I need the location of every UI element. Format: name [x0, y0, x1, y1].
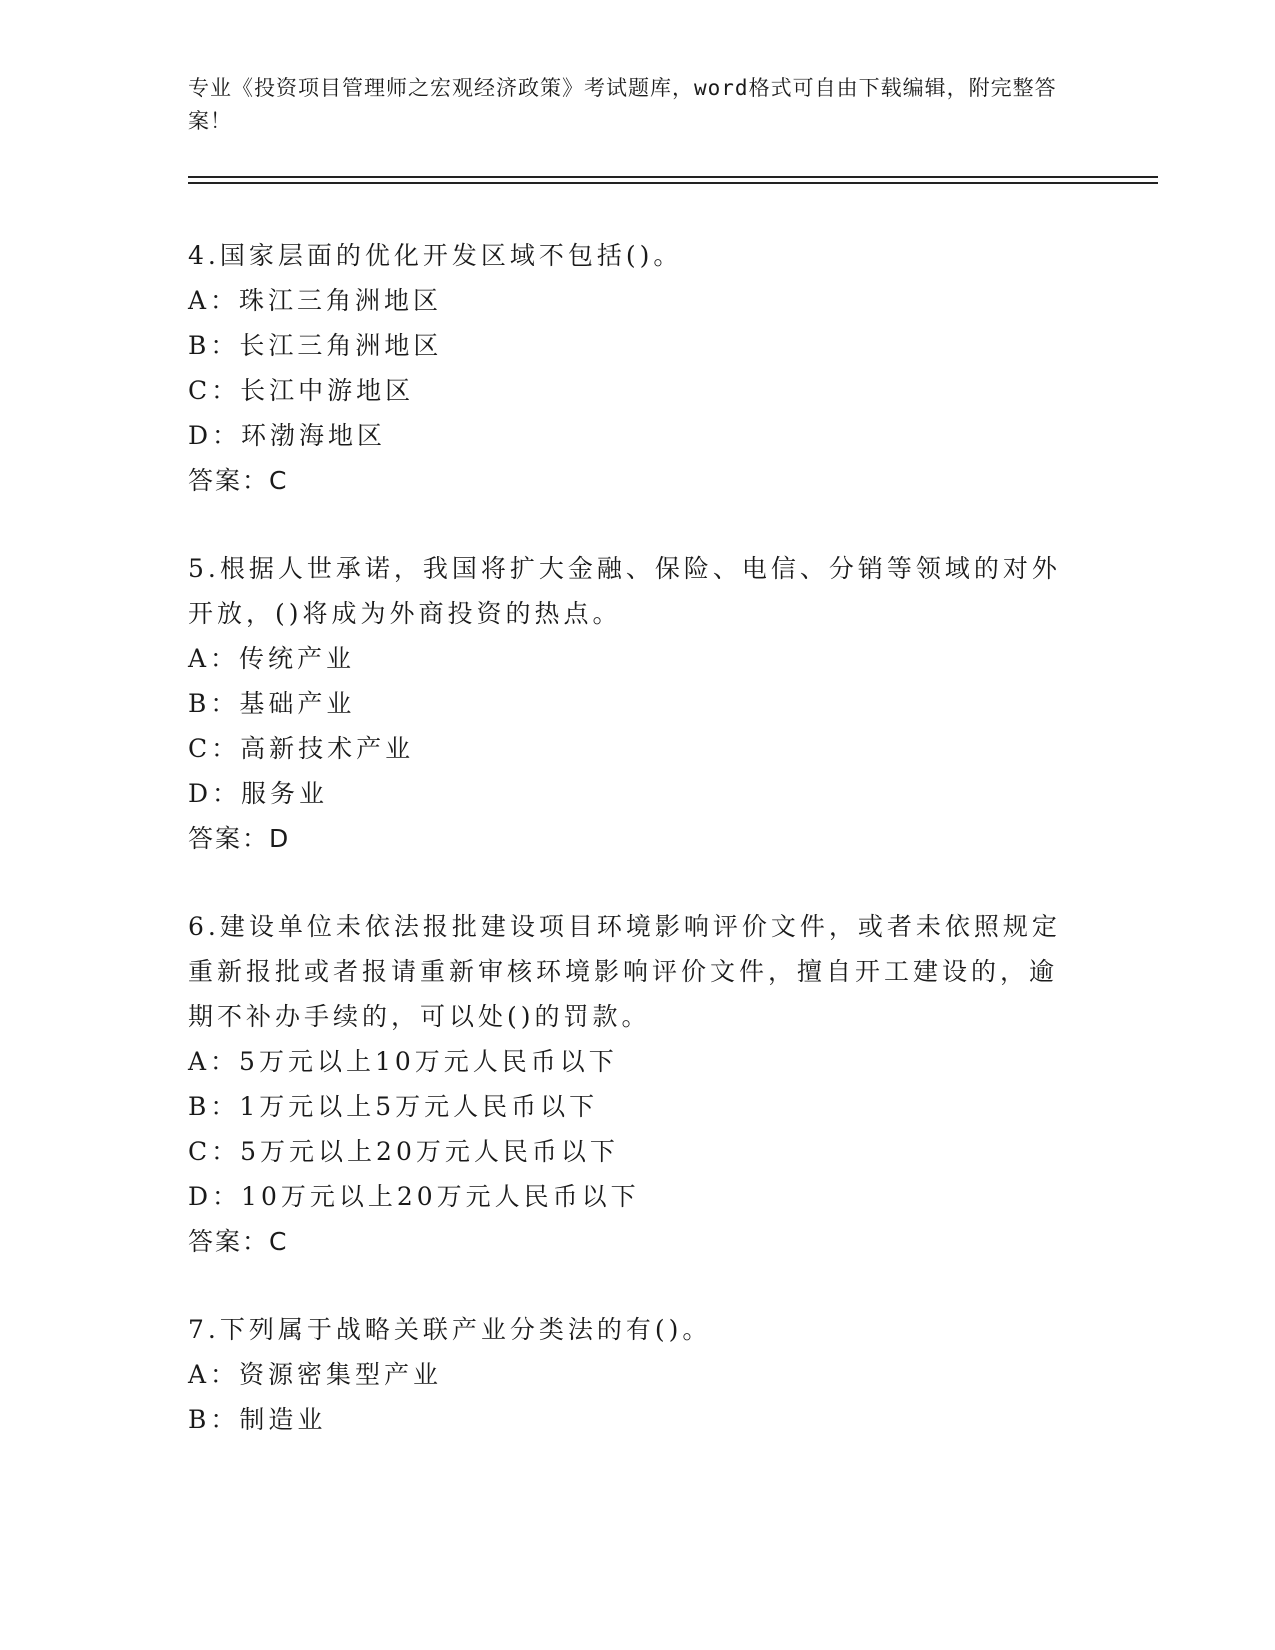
header-divider-bottom [188, 182, 1158, 184]
option-b: B：基础产业 [188, 689, 356, 718]
option-c: C：长江中游地区 [188, 376, 415, 405]
option-a: A：珠江三角洲地区 [188, 286, 443, 315]
option-a: A：资源密集型产业 [188, 1360, 443, 1389]
question-list [188, 233, 1068, 1485]
question-4 [188, 233, 1068, 503]
header-divider-top [188, 176, 1158, 178]
question-6 [188, 904, 1068, 1264]
option-d: D：10万元以上20万元人民币以下 [188, 1182, 640, 1211]
question-stem: 7.下列属于战略关联产业分类法的有()。 [188, 1315, 712, 1344]
answer-text: 答案：C [188, 466, 289, 495]
option-d: D：服务业 [188, 779, 329, 808]
option-b: B：长江三角洲地区 [188, 331, 443, 360]
question-5 [188, 546, 1068, 861]
option-c: C：高新技术产业 [188, 734, 415, 763]
option-b: B：制造业 [188, 1405, 327, 1434]
document-header: 专业《投资项目管理师之宏观经济政策》考试题库，word格式可自由下载编辑，附完整答案！ [188, 76, 1057, 133]
option-c: C：5万元以上20万元人民币以下 [188, 1137, 619, 1166]
question-stem: 5.根据人世承诺，我国将扩大金融、保险、电信、分销等领域的对外开放，()将成为外商投资的热点。 [188, 554, 1061, 628]
option-a: A：传统产业 [188, 644, 356, 673]
option-a: A：5万元以上10万元人民币以下 [188, 1047, 618, 1076]
question-stem: 6.建设单位未依法报批建设项目环境影响评价文件，或者未依照规定重新报批或者报请重新审核环境影响评价文件，擅自开工建设的，逾期不补办手续的，可以处()的罚款。 [188, 912, 1061, 1031]
answer-text: 答案：D [188, 824, 291, 853]
option-b: B：1万元以上5万元人民币以下 [188, 1092, 599, 1121]
option-d: D：环渤海地区 [188, 421, 387, 450]
answer-text: 答案：C [188, 1227, 289, 1256]
question-stem: 4.国家层面的优化开发区域不包括()。 [188, 241, 683, 270]
question-7 [188, 1307, 1068, 1442]
